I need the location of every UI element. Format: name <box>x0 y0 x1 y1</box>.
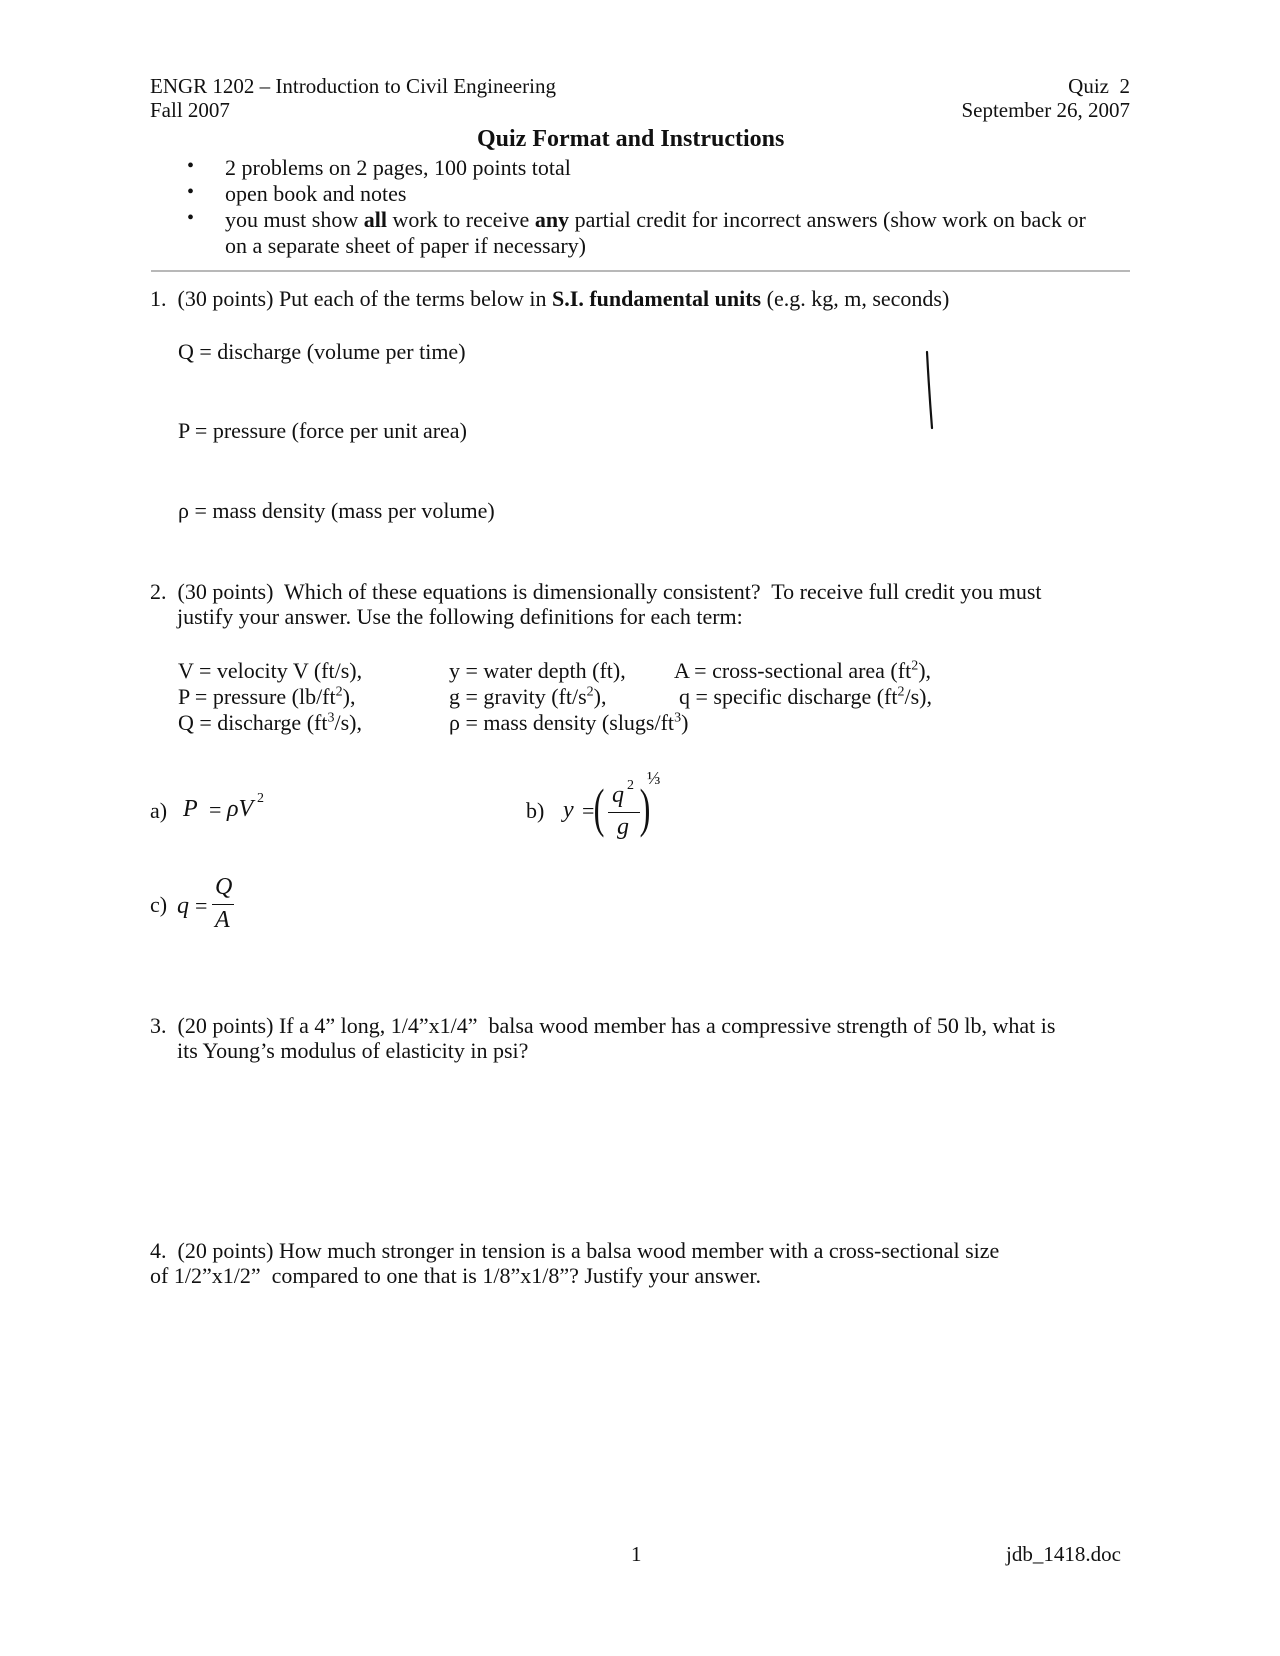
equation-c-equals: = <box>195 893 208 918</box>
quiz-date: September 26, 2007 <box>961 98 1130 122</box>
left-paren: ( <box>593 778 605 838</box>
right-paren: ) <box>639 778 651 838</box>
question-4-prompt-continued: of 1/2”x1/2” compared to one that is 1/8”x1/8”? Justify your answer. <box>150 1263 761 1288</box>
equation-c-label: c) <box>150 892 168 917</box>
question-1-prompt: 1. (30 points) Put each of the terms below in S.I. fundamental units (e.g. kg, m, seconds) <box>150 286 950 311</box>
def-velocity: V = velocity V (ft/s), <box>178 658 363 683</box>
equation-b-num-exponent: 2 <box>627 778 634 793</box>
course-title: ENGR 1202 – Introduction to Civil Engineering <box>150 74 556 98</box>
equation-b-label: b) <box>526 798 545 823</box>
q1-term-discharge: Q = discharge (volume per time) <box>178 339 466 364</box>
pen-stroke-mark <box>924 350 940 432</box>
quiz-label: Quiz 2 <box>1068 74 1130 98</box>
equation-c-lhs: q <box>177 893 189 919</box>
equation-b-equals: = <box>582 798 595 823</box>
bullet-icon: • <box>187 181 195 203</box>
def-discharge: Q = discharge $(ft^3/s)$, <box>178 710 362 735</box>
bullet-icon: • <box>187 207 195 229</box>
fraction-bar <box>608 812 640 813</box>
file-name: jdb_1418.doc <box>1006 1542 1121 1566</box>
equation-a-exponent: 2 <box>257 791 264 806</box>
page-number: 1 <box>631 1542 642 1566</box>
def-area: A = cross-sectional area $(ft^2)$, <box>674 658 932 683</box>
question-4-prompt: 4. (20 points) How much stronger in tension is a balsa wood member with a cross-sectional size <box>150 1238 1000 1263</box>
equation-a-lhs: P <box>183 796 198 822</box>
equation-c-denominator: A <box>215 907 230 933</box>
page-title: Quiz Format and Instructions <box>477 126 785 152</box>
instruction-item: you must show all work to receive any partial credit for incorrect answers (show work on back or <box>225 207 1086 232</box>
equation-b-exponent: ⅓ <box>647 768 661 788</box>
section-divider <box>151 270 1130 272</box>
equation-a-label: a) <box>150 798 168 823</box>
fraction-bar <box>212 904 234 905</box>
question-3-prompt-continued: its Young’s modulus of elasticity in psi? <box>177 1038 529 1063</box>
equation-c-numerator: Q <box>215 874 233 900</box>
question-2-prompt: 2. (30 points) Which of these equations is dimensionally consistent? To receive full credit you must <box>150 579 1042 604</box>
q1-term-pressure: P = pressure (force per unit area) <box>178 418 467 443</box>
equation-b-lhs: y <box>563 797 574 823</box>
equation-a-equals: = <box>209 797 222 822</box>
instruction-item-continued: on a separate sheet of paper if necessary) <box>225 233 586 258</box>
instruction-item: 2 problems on 2 pages, 100 points total <box>225 155 571 180</box>
instruction-item: open book and notes <box>225 181 407 206</box>
def-water-depth: y = water depth (ft), <box>449 658 626 683</box>
equation-b-numerator: q <box>612 782 624 808</box>
equation-b-denominator: g <box>617 814 629 840</box>
term: Fall 2007 <box>150 98 230 122</box>
equation-a-rhs: ρV <box>227 796 254 822</box>
bullet-icon: • <box>187 155 195 177</box>
def-pressure: P = pressure $(lb/ft^2)$, <box>178 684 356 709</box>
question-2-prompt-continued: justify your answer. Use the following definitions for each term: <box>177 604 743 629</box>
def-gravity: g = gravity $(ft/s^2)$, <box>449 684 607 709</box>
def-specific-discharge: q = specific discharge $(ft^2/s)$, <box>679 684 932 709</box>
question-3-prompt: 3. (20 points) If a 4” long, 1/4”x1/4” balsa wood member has a compressive strength of 50 lb, what is <box>150 1013 1056 1038</box>
q1-term-density: ρ = mass density (mass per volume) <box>178 498 495 523</box>
def-mass-density: ρ = mass density $(slugs/ft^3)$ <box>449 710 689 735</box>
